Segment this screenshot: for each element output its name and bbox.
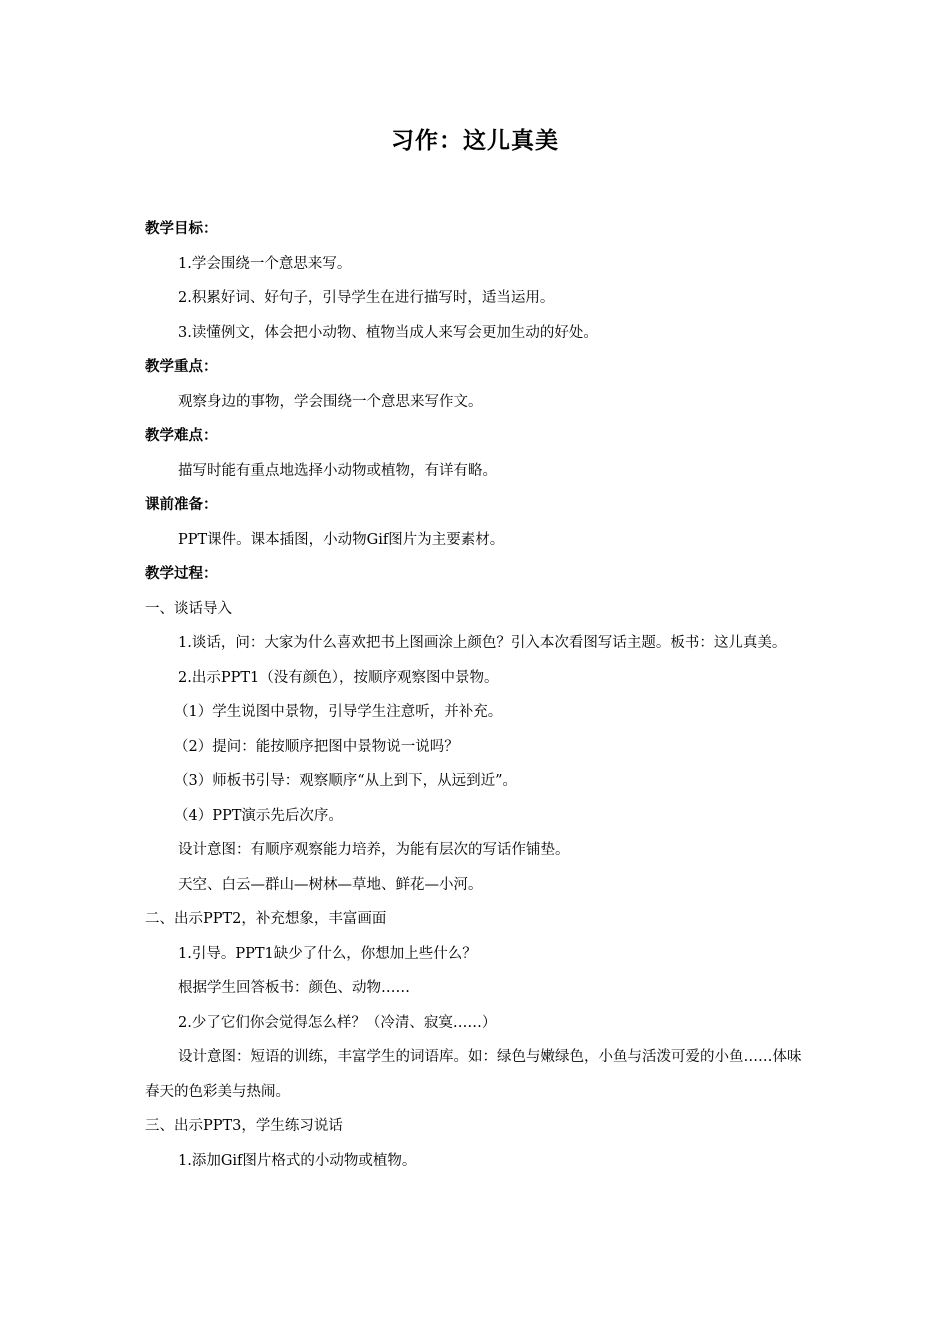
document-title: 习作：这儿真美 <box>391 128 559 154</box>
key-points-heading: 教学重点： <box>145 359 218 375</box>
process-heading: 教学过程： <box>145 566 218 582</box>
goal-item: 2.积累好词、好句子，引导学生在进行描写时，适当运用。 <box>178 290 555 306</box>
key-points-text: 观察身边的事物，学会围绕一个意思来写作文。 <box>178 393 483 410</box>
goals-heading: 教学目标： <box>145 221 218 237</box>
goal-item: 3.读懂例文，体会把小动物、植物当成人来写会更加生动的好处。 <box>178 324 598 341</box>
part2-design-intent: 设计意图：短语的训练，丰富学生的词语库。如：绿色与嫩绿色，小鱼与活泼可爱的小鱼……体味春天的色彩美与热闹。 <box>145 1049 802 1100</box>
part1-title: 一、谈话导入 <box>145 600 232 617</box>
part3-title: 三、出示PPT3，学生练习说话 <box>145 1118 343 1134</box>
part1-design-intent: 设计意图：有顺序观察能力培养，为能有层次的写话作铺垫。 <box>178 842 570 858</box>
part1-sub-item: （1）学生说图中景物，引导学生注意听，并补充。 <box>174 704 503 720</box>
difficulties-text: 描写时能有重点地选择小动物或植物，有详有略。 <box>178 462 497 479</box>
part2-paragraph-1: 1.引导。PPT1缺少了什么，你想加上些什么？ <box>178 945 477 962</box>
part1-sequence: 天空、白云—群山—树林—草地、鲜花—小河。 <box>178 876 483 893</box>
document-body <box>145 212 813 1178</box>
part3-paragraph-1: 1.添加Gif图片格式的小动物或植物。 <box>178 1152 417 1169</box>
part1-sub-item: （2）提问：能按顺序把图中景物说一说吗？ <box>174 738 459 755</box>
part2-paragraph-1b: 根据学生回答板书：颜色、动物…… <box>178 980 410 996</box>
part1-sub-item: （3）师板书引导：观察顺序“从上到下，从远到近”。 <box>174 773 518 789</box>
goal-item: 1.学会围绕一个意思来写。 <box>178 255 352 272</box>
preparation-text: PPT课件。课本插图，小动物Gif图片为主要素材。 <box>178 531 505 548</box>
part1-paragraph-1: 1.谈话，问：大家为什么喜欢把书上图画涂上颜色？引入本次看图写话主题。板书：这儿真美。 <box>178 635 787 651</box>
part1-sub-item: （4）PPT演示先后次序。 <box>174 807 343 824</box>
difficulties-heading: 教学难点： <box>145 428 218 444</box>
part1-paragraph-2: 2.出示PPT1（没有颜色），按顺序观察图中景物。 <box>178 669 499 686</box>
part2-paragraph-2: 2.少了它们你会觉得怎么样？（冷清、寂寞……） <box>178 1014 497 1031</box>
part2-title: 二、出示PPT2，补充想象，丰富画面 <box>145 911 387 927</box>
preparation-heading: 课前准备： <box>145 497 218 513</box>
